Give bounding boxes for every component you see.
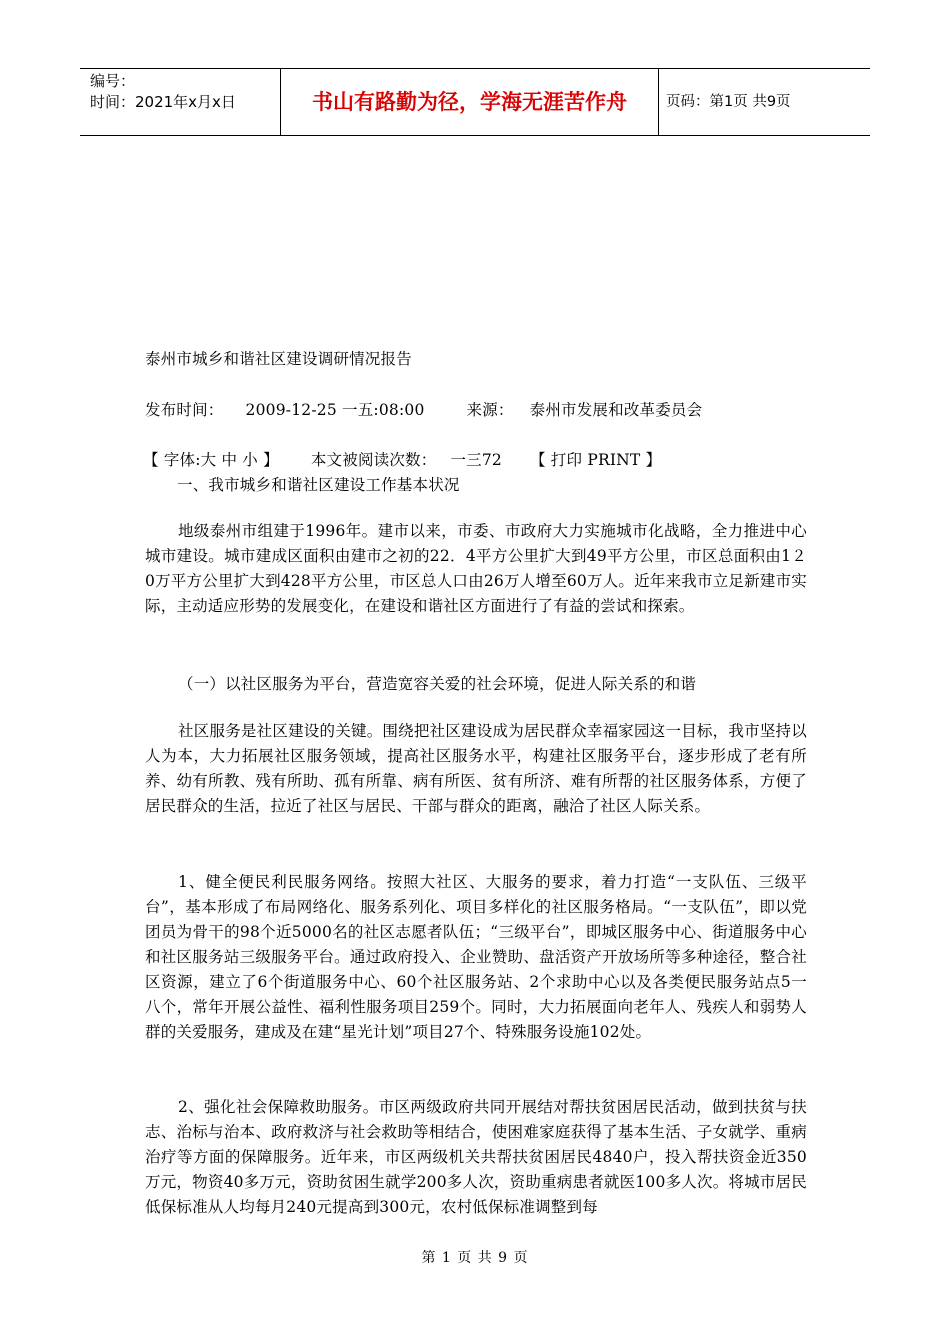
paragraph-3: 1、健全便民利民服务网络。按照大社区、大服务的要求，着力打造“一支队伍、三级平台”，基本形成了布局网络化、服务系列化、项目多样化的社区服务格局。“一支队伍”，即以党团员为骨干的98个近5000名的社区志愿者队伍；“三级平台”，即城区服务中心、街道服务中心和社区服务站三级服务平台。通过政府投入、企业赞助、盘活资产开放场所等多种途径，整合社区资源，建立了6个街道服务中心、60个社区服务站、2个求助中心以及各类便民服务站点5一八个，常年开展公益性、福利性服务项目259个。同时，大力拓展面向老年人、残疾人和弱势人群的关爱服务，建成及在建“星光计划”项目27个、特殊服务设施102处。: [145, 873, 807, 1041]
header-page-info: 页码：第1页 共9页: [666, 94, 791, 110]
header-meta: [80, 69, 281, 135]
article-title: 泰州市城乡和谐社区建设调研情况报告: [145, 350, 412, 368]
publish-label: 发布时间：: [145, 401, 224, 419]
article-toolbar: [143, 448, 661, 470]
read-count-label: 本文被阅读次数：: [310, 451, 437, 469]
font-size-control[interactable]: 【 字体:大 中 小 】: [143, 451, 279, 469]
document-header: [80, 68, 870, 136]
source-label: 来源：: [466, 401, 514, 419]
section-heading: 一、我市城乡和谐社区建设工作基本状况: [177, 476, 460, 494]
publish-time: 2009-12-25 一五:08:00: [245, 401, 425, 419]
header-motto: 书山有路勤为径，学海无涯苦作舟: [281, 69, 659, 135]
paragraph-2: 社区服务是社区建设的关键。围绕把社区建设成为居民群众幸福家园这一目标，我市坚持以人为本，大力拓展社区服务领域，提高社区服务水平，构建社区服务平台，逐步形成了老有所养、幼有所教、残有所助、孤有所靠、病有所医、贫有所济、难有所帮的社区服务体系，方便了居民群众的生活，拉近了社区与居民、干部与群众的距离，融洽了社区人际关系。: [145, 722, 807, 815]
source-name: 泰州市发展和改革委员会: [529, 401, 703, 419]
paragraph-4: 2、强化社会保障救助服务。市区两级政府共同开展结对帮扶贫困居民活动，做到扶贫与扶志、治标与治本、政府救济与社会救助等相结合，使困难家庭获得了基本生活、子女就学、重病治疗等方面的保障服务。近年来，市区两级机关共帮扶贫困居民4840户，投入帮扶资金近350万元，物资40多万元，资助贫困生就学200多人次，资助重病患者就医100多人次。将城市居民低保标准从人均每月240元提高到300元，农村低保标准调整到每: [145, 1098, 807, 1216]
date-line: 时间：2021年x月x日: [90, 93, 236, 111]
read-count: 一三72: [450, 451, 502, 469]
number-label: 编号：: [90, 72, 136, 90]
subsection-heading: （一）以社区服务为平台，营造宽容关爱的社会环境，促进人际关系的和谐: [178, 675, 697, 693]
publish-info: [145, 398, 702, 420]
paragraph-1: 地级泰州市组建于1996年。建市以来，市委、市政府大力实施城市化战略，全力推进中心城市建设。城市建成区面积由建市之初的22．4平方公里扩大到49平方公里，市区总面积由1２0万平方公里扩大到428平方公里，市区总人口由26万人增至60万人。近年来我市立足新建市实际，主动适应形势的发展变化，在建设和谐社区方面进行了有益的尝试和探索。: [145, 522, 807, 615]
page-footer: 第 1 页 共 9 页: [421, 1250, 529, 1266]
print-button[interactable]: 【 打印 PRINT 】: [529, 451, 662, 469]
